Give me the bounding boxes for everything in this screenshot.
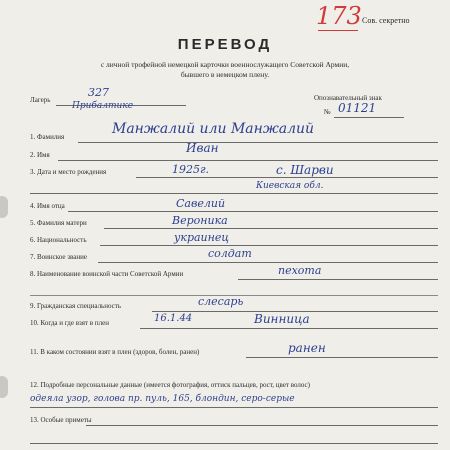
field-label-personal-data: 12. Подробные персональные данные (имеется фотография, оттиск пальцев, рост, цвет волос) xyxy=(30,381,310,389)
field-value-specialty: слесарь xyxy=(198,295,244,308)
field-value-unit: пехота xyxy=(278,264,322,277)
field-label-name: 2. Имя xyxy=(30,151,50,159)
field-line-captured xyxy=(140,328,438,329)
field-line-nationality xyxy=(100,245,438,246)
field-label-condition: 11. В каком состоянии взят в плен (здоров, болен, ранен) xyxy=(30,348,200,356)
field-line-mother xyxy=(104,228,438,229)
subtitle-line-2: бывшего в немецком плену. xyxy=(180,70,270,79)
ident-value: 01121 xyxy=(338,101,377,115)
field-label-father: 4. Имя отца xyxy=(30,202,65,210)
field-value-captured-date: 16.1.44 xyxy=(154,313,193,324)
red-number: 173 xyxy=(316,2,362,30)
field-value-birth-date: 1925г. xyxy=(172,163,210,176)
punch-hole xyxy=(0,376,8,398)
field-value-captured-place: Винница xyxy=(254,312,310,326)
field-label-specialty: 9. Гражданская специальность xyxy=(30,302,122,310)
field-line-name xyxy=(58,160,438,161)
document-title: ПЕРЕВОД xyxy=(177,36,273,53)
field-label-birth: 3. Дата и место рождения xyxy=(30,168,107,176)
field-line-features-2 xyxy=(30,443,438,444)
field-label-mother: 5. Фамилия матери xyxy=(30,219,87,227)
camp-value: 327 xyxy=(88,86,109,99)
field-label-captured: 10. Когда и где взят в плен xyxy=(30,319,109,327)
punch-hole xyxy=(0,196,8,218)
field-label-surname: 1. Фамилия xyxy=(30,133,65,141)
ident-prefix: № xyxy=(324,108,331,116)
field-value-father: Савелий xyxy=(176,197,226,210)
field-value-birth-region: Киевская обл. xyxy=(256,181,324,191)
field-line-birth xyxy=(136,177,438,178)
field-line-personal-data xyxy=(30,407,438,408)
field-value-mother: Вероника xyxy=(172,214,228,227)
ident-line xyxy=(334,117,404,118)
field-line-features xyxy=(86,425,438,426)
field-value-name: Иван xyxy=(186,141,219,155)
camp-value-2: Прибалтике xyxy=(72,101,134,111)
field-value-birth-place: с. Шарви xyxy=(276,163,334,177)
field-value-nationality: украинец xyxy=(174,231,230,244)
ident-label: Опознавательный знак xyxy=(314,94,382,102)
red-underline xyxy=(318,30,358,31)
field-value-rank: солдат xyxy=(208,247,252,260)
subtitle-line-1: с личной трофейной немецкой карточки военнослужащего Советской Армии, xyxy=(100,60,350,69)
field-line-surname xyxy=(78,142,438,143)
field-label-unit: 8. Наименование воинской части Советской Армии xyxy=(30,270,184,278)
field-line-rank xyxy=(98,262,438,263)
field-line-condition xyxy=(246,357,438,358)
field-value-condition: ранен xyxy=(288,341,326,355)
field-value-surname: Манжалий или Манжалий xyxy=(112,121,315,137)
field-line-birth-2 xyxy=(30,193,438,194)
field-label-rank: 7. Воинское звание xyxy=(30,253,87,261)
field-line-father xyxy=(68,211,438,212)
field-value-personal-data: одеяла узор, голова пр. пуль, 165, блондин, серо-серые xyxy=(30,394,295,404)
field-label-features: 13. Особые приметы xyxy=(30,416,92,424)
field-label-nationality: 6. Национальность xyxy=(30,236,87,244)
camp-label: Лагерь xyxy=(30,96,51,104)
secrecy-stamp: Сов. секретно xyxy=(362,16,410,25)
field-line-unit xyxy=(238,279,438,280)
